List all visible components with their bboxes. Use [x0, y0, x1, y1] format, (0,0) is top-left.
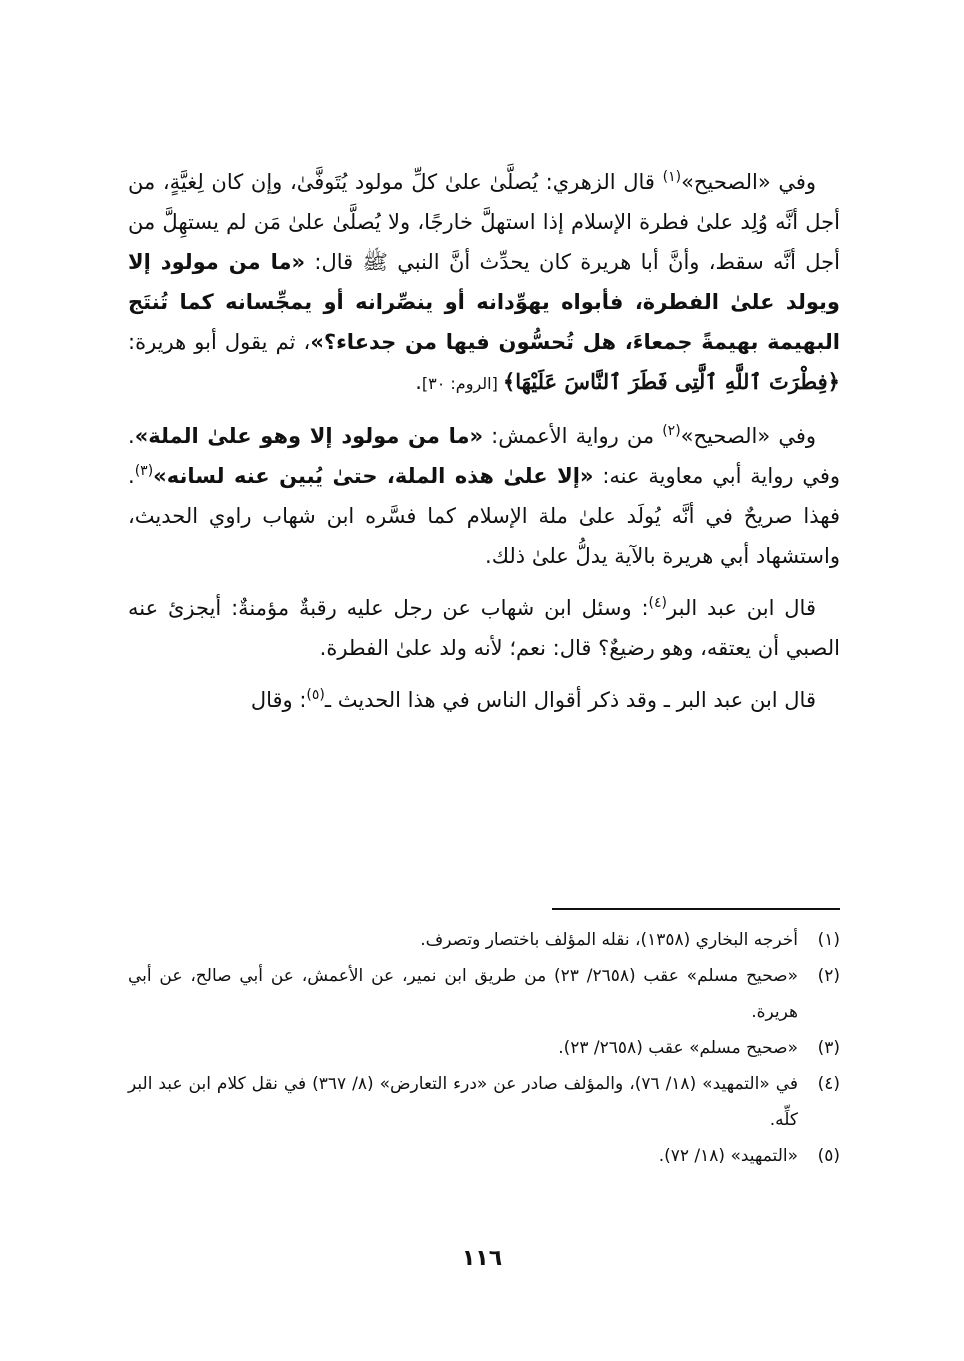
- footnote-text: «صحيح مسلم» عقب (٢٦٥٨/ ٢٣) من طريق ابن نمير، عن الأعمش، عن أبي صالح، عن أبي هريرة.: [128, 966, 799, 1022]
- verse-reference: [الروم: ٣٠]: [421, 374, 503, 393]
- footnote-marker-5[interactable]: (٥): [306, 687, 325, 703]
- paragraph-3: [128, 588, 840, 668]
- footnote-number: (٢): [817, 966, 840, 986]
- footnote-marker-4[interactable]: (٤): [648, 595, 668, 611]
- footnote-marker-1[interactable]: (١): [662, 169, 682, 185]
- text-run: قال ابن عبد البر ـ وقد ذكر أقوال الناس في هذا الحديث ـ: [324, 688, 816, 712]
- main-text: [128, 162, 840, 732]
- hadith-quote: «ما من مولود إلا ويولد علىٰ الفطرة، فأبواه يهوِّدانه أو ينصِّرانه أو يمجِّسانه كما تُنتَج البهيمة بهيمةً جمعاءَ، هل تُحسُّون فيها من جدعاء؟»: [128, 250, 840, 354]
- text-run: .: [415, 370, 422, 394]
- footnote-text: «التمهيد» (١٨/ ٧٢).: [658, 1146, 798, 1166]
- page-number: ١١٦: [461, 1246, 503, 1271]
- footnote-item: [128, 1138, 840, 1174]
- text-run: ، ثم يقول أبو هريرة:: [128, 330, 311, 354]
- footnote-marker-3[interactable]: (٣): [134, 463, 154, 479]
- quran-verse: ﴿فِطْرَتَ ٱللَّهِ ٱلَّتِى فَطَرَ ٱلنَّاسَ عَلَيْهَا﴾: [502, 369, 840, 394]
- hadith-quote: «ما من مولود إلا وهو علىٰ الملة»: [134, 424, 484, 448]
- text-run: قال ابن عبد البر: [667, 596, 816, 620]
- footnote-item: [128, 958, 840, 1030]
- footnote-text: أخرجه البخاري (١٣٥٨)، نقله المؤلف باختصار وتصرف.: [420, 930, 798, 950]
- text-run: قال الزهري: يُصلَّىٰ علىٰ كلِّ مولود يُتَوفَّىٰ، وإن كان لِغيَّةٍ، من أجل أنَّه وُلِد علىٰ فطرة الإسلام إذا استهلَّ خارجًا، ولا يُصلَّىٰ علىٰ مَن لم يستهِلَّ من أجل أنَّه سقط، وأنَّ أبا هريرة كان يحدِّث أنَّ النبي ﷺ قال:: [128, 170, 840, 274]
- footnote-number: (١): [817, 930, 840, 950]
- footnote-marker-2[interactable]: (٢): [662, 423, 681, 439]
- footnote-separator: [552, 908, 840, 910]
- paragraph-2: [128, 416, 840, 576]
- text-run: وفي «الصحيح»: [680, 424, 816, 448]
- text-run: من رواية الأعمش:: [483, 424, 663, 448]
- footnotes: [128, 922, 840, 1174]
- footnote-text: «صحيح مسلم» عقب (٢٦٥٨/ ٢٣).: [558, 1038, 798, 1058]
- footnote-item: [128, 1066, 840, 1138]
- footnote-number: (٣): [817, 1038, 840, 1058]
- footnote-text: في «التمهيد» (١٨/ ٧٦)، والمؤلف صادر عن «درء التعارض» (٨/ ٣٦٧) في نقل كلام ابن عبد البر كلِّه.: [128, 1074, 798, 1130]
- footnote-item: [128, 1030, 840, 1066]
- text-run: : وسئل ابن شهاب عن رجل عليه رقبةٌ مؤمنةٌ: أيجزئ عنه الصبي أن يعتقه، وهو رضيعٌ؟ قال: نعم؛ لأنه ولد علىٰ الفطرة.: [128, 596, 840, 660]
- footnote-number: (٥): [817, 1146, 840, 1166]
- text-run: وفي «الصحيح»: [681, 170, 816, 194]
- paragraph-4: [128, 680, 840, 720]
- footnote-number: (٤): [817, 1074, 840, 1094]
- text-run: : وقال: [250, 688, 307, 712]
- hadith-quote: «إلا علىٰ هذه الملة، حتىٰ يُبين عنه لسانه»: [153, 464, 594, 488]
- footnote-item: [128, 922, 840, 958]
- text-run: . وفي رواية أبي معاوية عنه:: [128, 424, 841, 488]
- paragraph-1: [128, 162, 840, 404]
- text-run: . فهذا صريحٌ في أنَّه يُولَد علىٰ ملة الإسلام كما فسَّره ابن شهاب راوي الحديث، واستشهاد أبي هريرة بالآية يدلُّ علىٰ ذلك.: [128, 464, 840, 568]
